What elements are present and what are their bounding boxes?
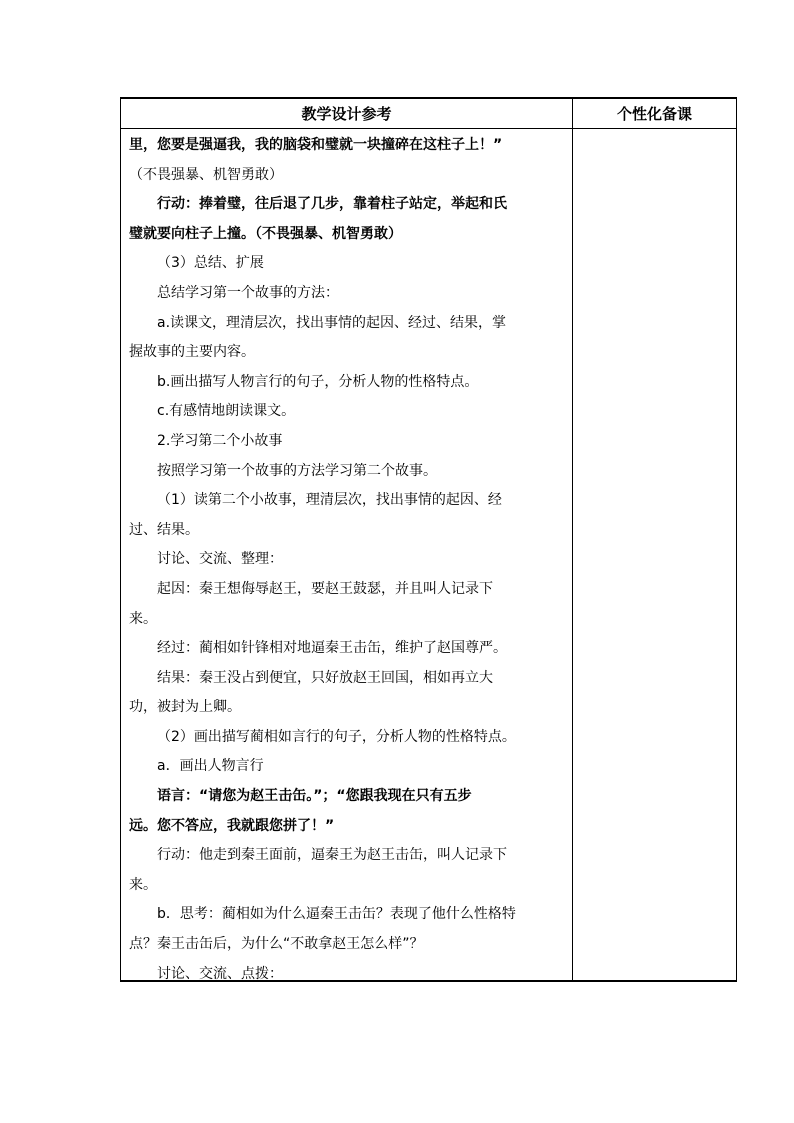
text-line: 功，被封为上卿。 xyxy=(129,699,241,716)
text-line: （2）画出描写蔺相如言行的句子，分析人物的性格特点。 xyxy=(157,728,516,745)
text-line: c.有感情地朗读课文。 xyxy=(157,403,296,420)
text-line: 行动：捧着璧，往后退了几步，靠着柱子站定，举起和氏 xyxy=(157,196,507,213)
text-line: 按照学习第一个故事的方法学习第二个故事。 xyxy=(157,462,437,479)
text-line: b.画出描写人物言行的句子，分析人物的性格特点。 xyxy=(157,373,479,390)
header-personal-prep: 个性化备课 xyxy=(616,105,692,123)
teaching-design-content xyxy=(129,131,561,989)
text-line: 行动：他走到秦王面前，逼秦王为赵王击缶，叫人记录下 xyxy=(157,847,507,864)
text-line: 里，您要是强逼我，我的脑袋和璧就一块撞碎在这柱子上！” xyxy=(129,137,503,153)
text-line: 过、结果。 xyxy=(129,521,199,538)
column-divider xyxy=(572,99,573,980)
text-line: b．思考：蔺相如为什么逼秦王击缶？表现了他什么性格特 xyxy=(157,906,516,923)
text-line: 总结学习第一个故事的方法： xyxy=(157,284,339,301)
text-line: 起因：秦王想侮辱赵王，要赵王鼓瑟，并且叫人记录下 xyxy=(157,580,493,597)
table-header-row xyxy=(121,99,736,129)
text-line: 2.学习第二个小故事 xyxy=(157,432,283,449)
text-line: 璧就要向柱子上撞。（不畏强暴、机智勇敢） xyxy=(129,225,402,242)
text-line: 来。 xyxy=(129,610,157,627)
text-line: 点？秦王击缶后，为什么“不敢拿赵王怎么样”？ xyxy=(129,936,424,953)
text-line: 来。 xyxy=(129,876,157,893)
text-line: a．画出人物言行 xyxy=(157,758,264,775)
lesson-table xyxy=(120,97,737,982)
text-line: （1）读第二个小故事，理清层次，找出事情的起因、经 xyxy=(157,492,502,509)
text-line: a.读课文，理清层次，找出事情的起因、经过、结果，掌 xyxy=(157,314,507,331)
text-line: （不畏强暴、机智勇敢） xyxy=(129,166,283,183)
header-teaching-design: 教学设计参考 xyxy=(301,105,392,123)
text-line: 语言：“请您为赵王击缶。”；“您跟我现在只有五步 xyxy=(157,788,472,805)
text-line: 握故事的主要内容。 xyxy=(129,344,255,361)
text-line: 讨论、交流、点拨： xyxy=(157,965,283,982)
text-line: 结果：秦王没占到便宜，只好放赵王回国，相如再立大 xyxy=(157,669,493,686)
text-line: 经过：蔺相如针锋相对地逼秦王击缶，维护了赵国尊严。 xyxy=(157,640,507,657)
text-line: 讨论、交流、整理： xyxy=(157,551,283,568)
text-line: （3）总结、扩展 xyxy=(157,255,264,272)
text-line: 远。您不答应，我就跟您拼了！” xyxy=(129,817,335,834)
